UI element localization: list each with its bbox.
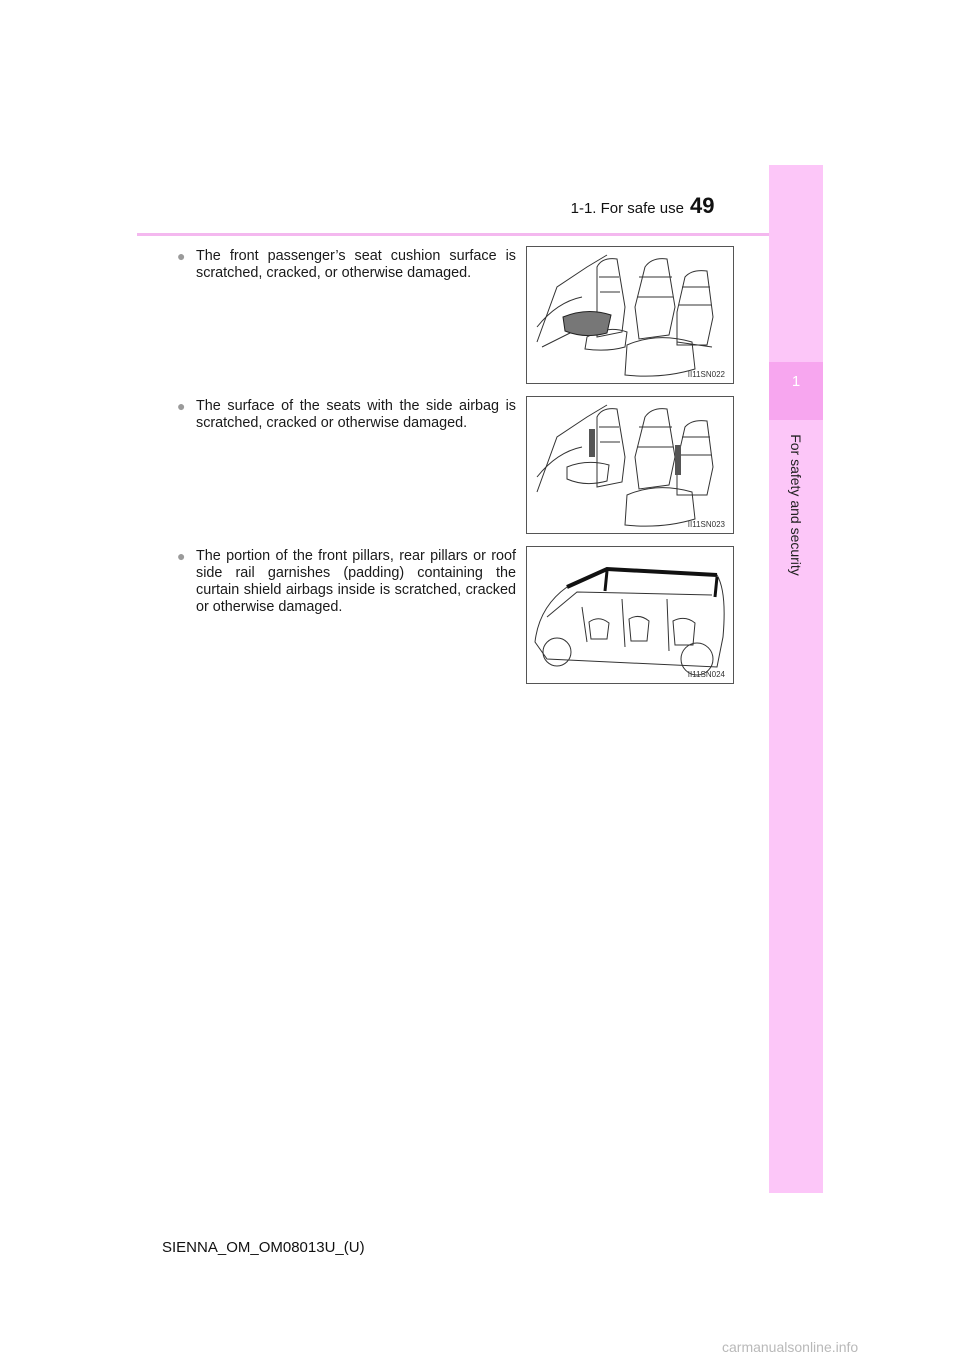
watermark: carmanualsonline.info xyxy=(722,1339,859,1355)
chapter-number-box xyxy=(769,362,823,420)
figure-side-airbag-seats xyxy=(526,396,734,534)
bullet-dot-icon: ● xyxy=(177,248,186,264)
bullet-dot-icon: ● xyxy=(177,398,186,414)
figure-code: II11SN023 xyxy=(687,520,725,529)
header-rule xyxy=(137,233,822,236)
section-title: 1-1. For safe use xyxy=(570,200,684,217)
bullet-dot-icon: ● xyxy=(177,548,186,564)
bullet-item-curtain-airbags xyxy=(177,548,516,616)
seats-side-airbag-illustration-icon xyxy=(527,397,733,533)
figure-seat-cushion xyxy=(526,246,734,384)
bullet-text: The front passenger’s seat cushion surface is scratched, cracked, or otherwise damaged. xyxy=(196,248,516,281)
bullet-text: The surface of the seats with the side airbag is scratched, cracked or otherwise damaged. xyxy=(196,398,516,431)
figure-curtain-airbags xyxy=(526,546,734,684)
vehicle-curtain-airbag-illustration-icon xyxy=(527,547,733,683)
seats-illustration-icon xyxy=(527,247,733,383)
bullet-item-seat-cushion xyxy=(177,248,516,282)
chapter-side-tab xyxy=(769,165,823,1193)
chapter-label: For safety and security xyxy=(788,434,804,576)
chapter-number: 1 xyxy=(791,373,801,390)
figure-code: II11SN022 xyxy=(687,370,725,379)
page-number: 49 xyxy=(690,193,715,218)
document-id: SIENNA_OM_OM08013U_(U) xyxy=(162,1239,365,1256)
figure-code: II11SN024 xyxy=(687,670,725,679)
bullet-item-side-airbag-seats xyxy=(177,398,516,432)
bullet-text: The portion of the front pillars, rear pillars or roof side rail garnishes (padding) containing the curtain shield airbags inside is scratched, cracked or otherwise damaged. xyxy=(196,548,516,615)
